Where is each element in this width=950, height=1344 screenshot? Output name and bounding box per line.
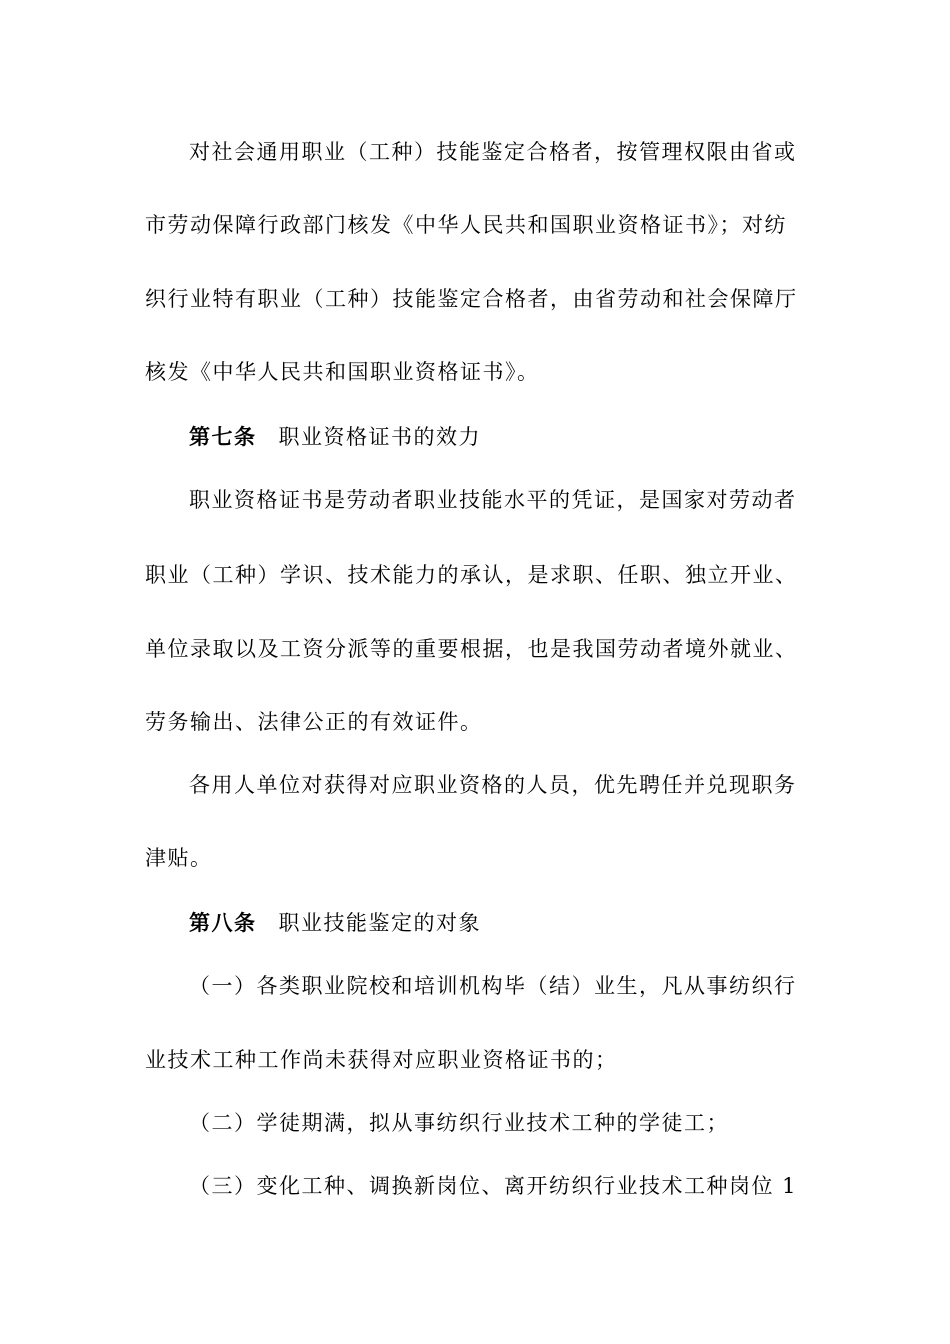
para1-line2: 市劳动保障行政部门核发《中华人民共和国职业资格证书》；对纺 — [145, 213, 787, 237]
article7-title: 职业资格证书的效力 — [278, 425, 481, 449]
para3-line2: 津贴。 — [145, 846, 213, 870]
item2: （二）学徒期满，拟从事纺织行业技术工种的学徒工； — [189, 1111, 729, 1135]
article8-number: 第八条 — [189, 911, 257, 935]
item3: （三）变化工种、调换新岗位、离开纺织行业技术工种岗位 1 — [189, 1174, 798, 1198]
item1-line2: 业技术工种工作尚未获得对应职业资格证书的； — [145, 1048, 618, 1072]
para2-line3: 单位录取以及工资分派等的重要根据，也是我国劳动者境外就业、 — [145, 637, 798, 661]
para3-line1: 各用人单位对获得对应职业资格的人员，优先聘任并兑现职务 — [189, 773, 797, 797]
para1-line3: 织行业特有职业（工种）技能鉴定合格者，由省劳动和社会保障厅 — [145, 287, 798, 311]
para1-line4: 核发《中华人民共和国职业资格证书》。 — [145, 360, 540, 384]
article8-title: 职业技能鉴定的对象 — [278, 911, 481, 935]
para2-line4: 劳务输出、法律公正的有效证件。 — [145, 710, 483, 734]
para1-line1: 对社会通用职业（工种）技能鉴定合格者，按管理权限由省或 — [189, 140, 797, 164]
article8-heading — [189, 908, 481, 938]
article7-number: 第七条 — [189, 425, 257, 449]
item1-line1: （一）各类职业院校和培训机构毕（结）业生，凡从事纺织行 — [189, 974, 797, 998]
para2-line1: 职业资格证书是劳动者职业技能水平的凭证，是国家对劳动者 — [189, 488, 797, 512]
article7-heading — [189, 422, 481, 452]
para2-line2: 职业（工种）学识、技术能力的承认，是求职、任职、独立开业、 — [145, 563, 798, 587]
